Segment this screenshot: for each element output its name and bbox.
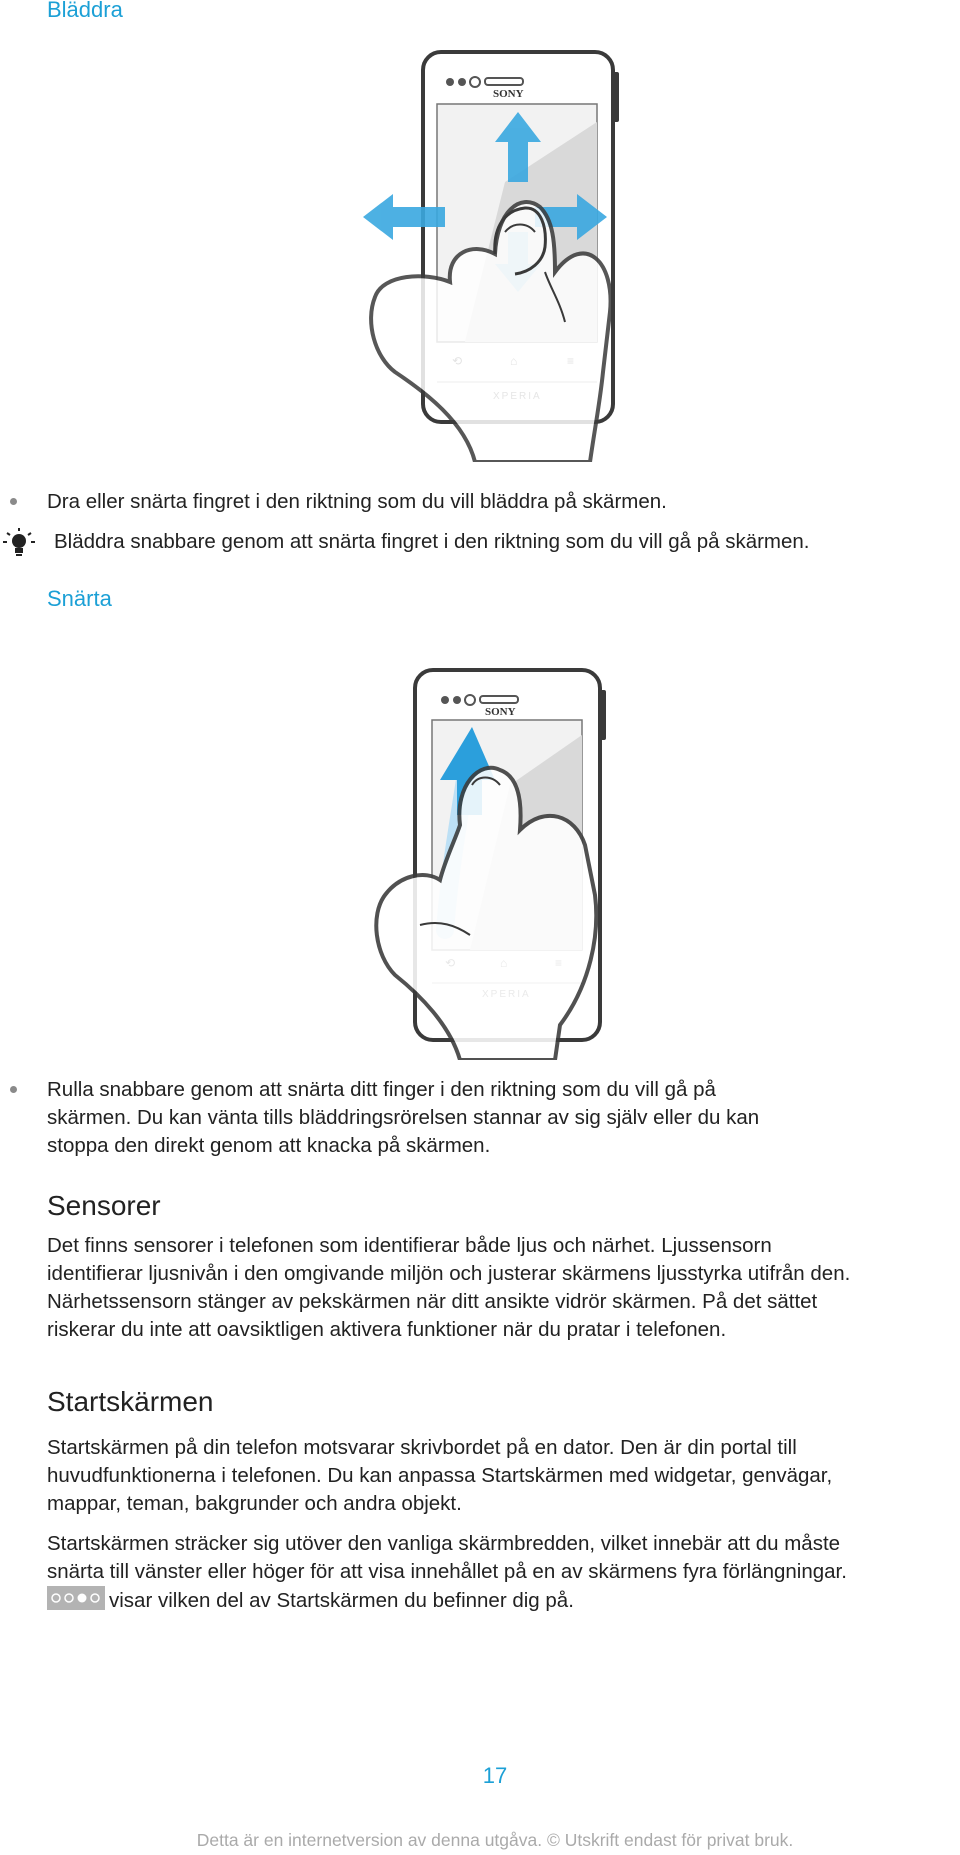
home-line: Startskärmen på din telefon motsvarar skrivbordet på en dator. Den är din portal till <box>47 1436 797 1459</box>
lightbulb-icon <box>2 528 36 558</box>
home-screen-heading: Startskärmen <box>47 1386 214 1417</box>
sensors-line: Närhetssensorn stänger av pekskärmen när ditt ansikte vidrör skärmen. På det sättet <box>47 1290 818 1313</box>
home-screen-paragraph-1 <box>47 1434 959 1518</box>
home-line: huvudfunktionerna i telefonen. Du kan anpassa Startskärmen med widgetar, genvägar, <box>47 1464 833 1487</box>
sensors-line: Det finns sensorer i telefonen som identifierar både ljus och närhet. Ljussensorn <box>47 1234 772 1257</box>
section-title-flick: Snärta <box>47 586 112 611</box>
home-screen-paragraph-2 <box>47 1530 959 1615</box>
section-title-scroll: Bläddra <box>47 0 123 22</box>
flick-gesture-illustration <box>360 665 660 1060</box>
flick-bullet-line: skärmen. Du kan vänta tills bläddringsrörelsen stannar av sig själv eller du kan <box>47 1106 760 1129</box>
home-last-line-text: visar vilken del av Startskärmen du befinner dig på. <box>109 1589 574 1612</box>
flick-bullet-line: stoppa den direkt genom att knacka på skärmen. <box>47 1134 491 1157</box>
scroll-gesture-illustration <box>355 42 655 462</box>
home-last-line <box>47 1586 959 1615</box>
home-line: mappar, teman, bakgrunder och andra objekt. <box>47 1492 462 1515</box>
bullet-icon <box>10 498 17 505</box>
flick-bullet-line: Rulla snabbare genom att snärta ditt finger i den riktning som du vill gå på <box>47 1078 716 1101</box>
phone-brand-label: SONY <box>493 88 524 100</box>
sensors-heading: Sensorer <box>47 1190 161 1221</box>
page-number: 17 <box>482 1763 508 1788</box>
phone-brand-label: SONY <box>485 706 516 718</box>
home-line: snärta till vänster eller höger för att visa innehållet på en av skärmens fyra förlängningar. <box>47 1560 847 1583</box>
sensors-paragraph <box>47 1232 959 1344</box>
scroll-bullet-text: Dra eller snärta fingret i den riktning som du vill bläddra på skärmen. <box>47 490 667 513</box>
sensors-line: identifierar ljusnivån i den omgivande miljön och justerar skärmens ljusstyrka utifrån den. <box>47 1262 851 1285</box>
home-line: Startskärmen sträcker sig utöver den vanliga skärmbredden, vilket innebär att du måste <box>47 1532 841 1555</box>
sensors-line: riskerar du inte att oavsiktligen aktivera funktioner när du pratar i telefonen. <box>47 1318 727 1341</box>
bullet-icon <box>10 1086 17 1093</box>
home-screen-dots-icon <box>47 1586 105 1610</box>
page-footer: Detta är en internetversion av denna utgåva. © Utskrift endast för privat bruk. <box>196 1830 794 1850</box>
scroll-tip-text: Bläddra snabbare genom att snärta fingret i den riktning som du vill gå på skärmen. <box>54 530 810 553</box>
